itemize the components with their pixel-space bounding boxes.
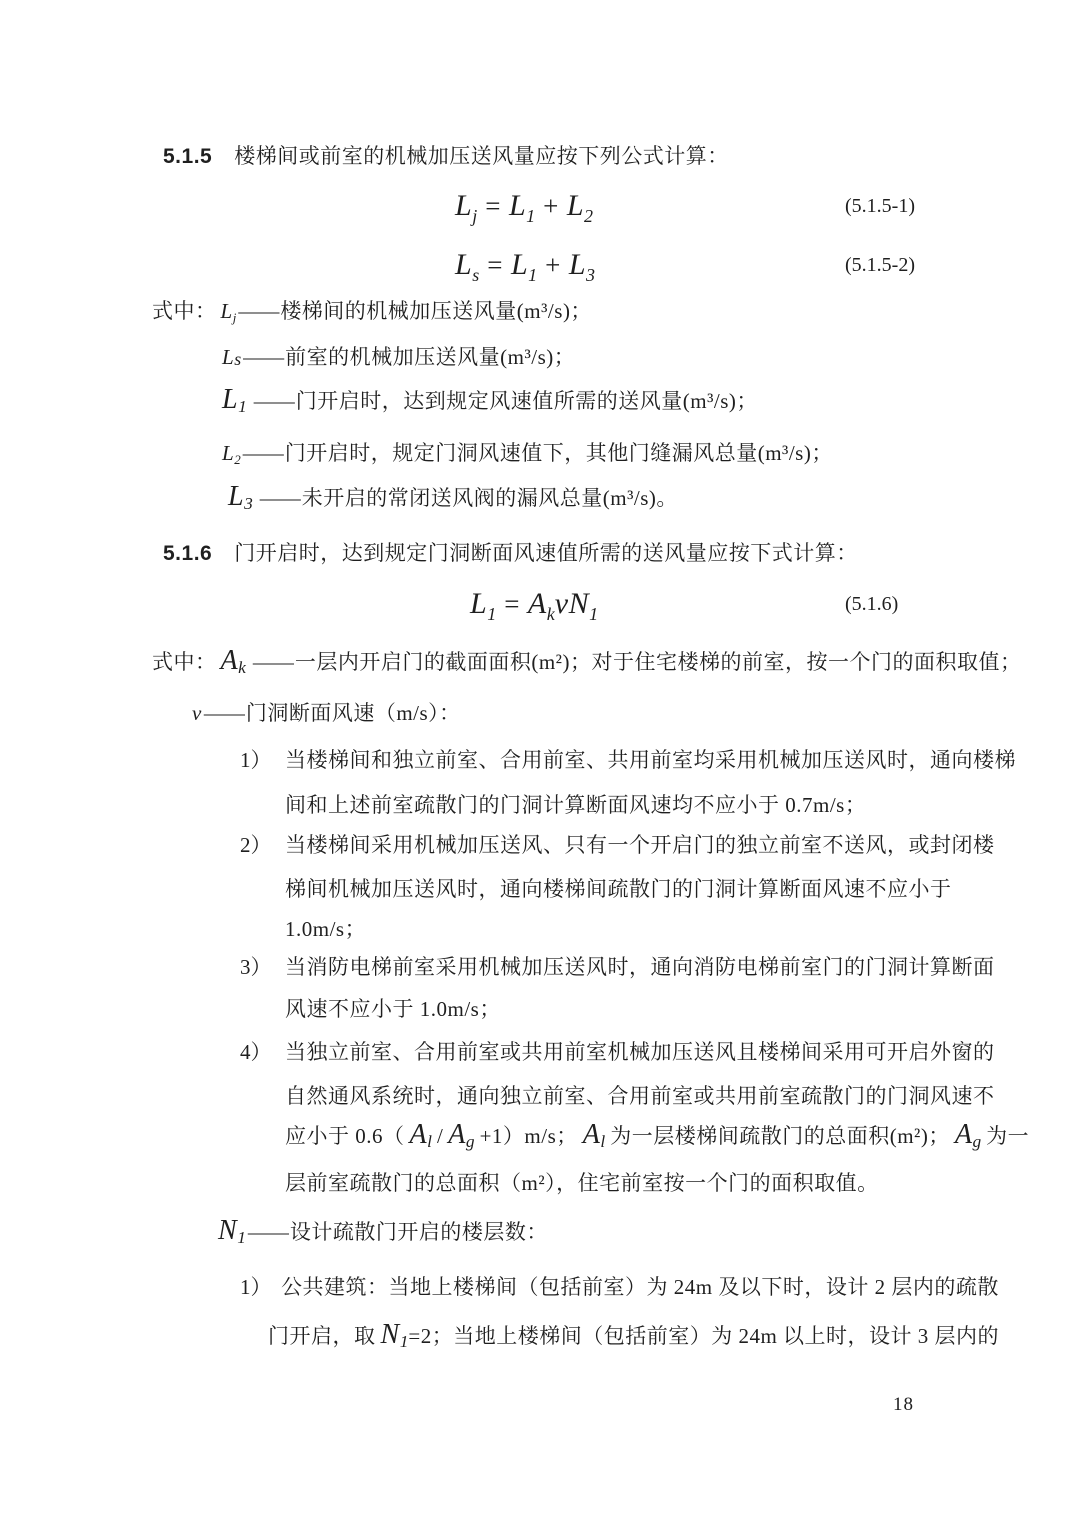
list-item-n1-1-line-1 bbox=[240, 1272, 999, 1302]
item-number: 3） bbox=[240, 955, 272, 979]
item-text: 1.0m/s； bbox=[285, 917, 367, 941]
definition-v bbox=[192, 698, 461, 728]
formula-body bbox=[455, 186, 593, 226]
item-text: 层前室疏散门的总面积（m²），住宅前室按一个门的面积取值。 bbox=[285, 1171, 879, 1195]
section-5-1-6-heading bbox=[163, 538, 858, 569]
item-text: =2；当地上楼梯间（包括前室）为 24m 以上时，设计 3 层内的 bbox=[408, 1324, 1000, 1348]
item-text: 应小于 0.6（ bbox=[285, 1124, 405, 1148]
equals-sign: = bbox=[504, 589, 520, 619]
list-item-v-3-line-2 bbox=[285, 994, 501, 1024]
equation-number: (5.1.5-1) bbox=[845, 195, 915, 217]
math-symbol: $L_s$ bbox=[222, 345, 242, 369]
slash: / bbox=[436, 1124, 444, 1148]
list-item-v-1-line-1 bbox=[240, 745, 1016, 775]
definition-n1 bbox=[218, 1216, 548, 1247]
item-text: +1）m/s； bbox=[479, 1124, 578, 1148]
math-symbol: $L_s$ bbox=[455, 248, 480, 285]
definition-text: 门开启时，规定门洞风速值下，其他门缝漏风总量(m³/s)； bbox=[284, 441, 833, 465]
math-symbol: v bbox=[554, 587, 569, 620]
list-item-v-2-line-1 bbox=[240, 830, 995, 860]
page-number: 18 bbox=[893, 1394, 914, 1415]
item-text: 自然通风系统时，通向独立前室、合用前室或共用前室疏散门的门洞风速不 bbox=[285, 1084, 995, 1108]
definition-text: 一层内开启门的截面面积(m²)；对于住宅楼梯的前室，按一个门的面积取值； bbox=[294, 650, 1022, 674]
formula-5-1-5-1 bbox=[0, 186, 1080, 226]
dash: —— bbox=[253, 389, 294, 413]
item-text: 为一层楼梯间疏散门的总面积(m²)； bbox=[610, 1124, 950, 1148]
definition-l3 bbox=[228, 482, 678, 513]
item-text: 当楼梯间和独立前室、合用前室、共用前室均采用机械加压送风时，通向楼梯 bbox=[285, 748, 1016, 772]
formula-body bbox=[470, 584, 598, 624]
definition-ak bbox=[152, 646, 1021, 677]
definition-text: 未开启的常闭送风阀的漏风总量(m³/s)。 bbox=[301, 486, 678, 510]
item-number: 1） bbox=[240, 1275, 272, 1299]
equals-sign: = bbox=[487, 250, 503, 280]
definition-lj bbox=[152, 296, 592, 326]
dash: —— bbox=[247, 1220, 288, 1244]
plus-sign: + bbox=[545, 250, 561, 280]
math-symbol: $A_g$ bbox=[954, 1119, 982, 1151]
math-symbol: $A_k$ bbox=[220, 645, 246, 677]
definition-text: 设计疏散门开启的楼层数： bbox=[289, 1220, 548, 1244]
equation-number: (5.1.6) bbox=[845, 593, 899, 615]
math-symbol: $L_3$ bbox=[228, 481, 253, 513]
section-number: 5.1.6 bbox=[163, 542, 213, 565]
item-text: 公共建筑：当地上楼梯间（包括前室）为 24m 及以下时，设计 2 层内的疏散 bbox=[281, 1275, 999, 1299]
definition-text: 门洞断面风速（m/s）： bbox=[245, 701, 461, 725]
list-item-v-4-line-1 bbox=[240, 1037, 995, 1067]
math-symbol: $N_1$ bbox=[380, 1319, 409, 1351]
math-symbol: $L_j$ bbox=[455, 189, 478, 226]
formula-body bbox=[455, 245, 595, 285]
math-symbol: $L_1$ bbox=[510, 248, 538, 285]
math-symbol: $N_1$ bbox=[218, 1215, 246, 1247]
definition-text: 门开启时，达到规定风速值所需的送风量(m³/s)； bbox=[295, 389, 758, 413]
math-symbol: $N_1$ bbox=[568, 587, 599, 624]
list-item-v-1-line-2 bbox=[285, 790, 866, 820]
where-label: 式中： bbox=[152, 299, 217, 323]
definition-l2 bbox=[222, 438, 833, 468]
item-number: 4） bbox=[240, 1040, 272, 1064]
math-symbol: $L_2$ bbox=[566, 189, 594, 226]
formula-5-1-5-2 bbox=[0, 245, 1080, 285]
math-symbol: $L_2$ bbox=[222, 441, 241, 467]
item-text: 当楼梯间采用机械加压送风、只有一个开启门的独立前室不送风，或封闭楼 bbox=[285, 833, 995, 857]
list-item-v-4-line-2 bbox=[285, 1081, 995, 1111]
definition-l1 bbox=[222, 385, 758, 416]
list-item-v-4-line-3 bbox=[285, 1120, 1029, 1151]
dash: —— bbox=[242, 441, 283, 465]
item-text: 梯间机械加压送风时，通向楼梯间疏散门的门洞计算断面风速不应小于 bbox=[285, 877, 952, 901]
dash: —— bbox=[238, 299, 279, 323]
math-symbol: $L_3$ bbox=[568, 248, 596, 285]
section-title: 门开启时，达到规定门洞断面风速值所需的送风量应按下式计算： bbox=[234, 541, 858, 565]
item-text: 当独立前室、合用前室或共用前室机械加压送风且楼梯间采用可开启外窗的 bbox=[285, 1040, 995, 1064]
math-symbol: $A_g$ bbox=[448, 1119, 475, 1151]
definition-ls bbox=[222, 342, 575, 372]
dash: —— bbox=[252, 650, 293, 674]
item-text: 为一 bbox=[986, 1124, 1030, 1148]
plus-sign: + bbox=[543, 191, 559, 221]
list-item-n1-1-line-2 bbox=[268, 1320, 999, 1351]
definition-text: 楼梯间的机械加压送风量(m³/s)； bbox=[280, 299, 592, 323]
math-symbol: $L_1$ bbox=[222, 384, 247, 416]
item-number: 2） bbox=[240, 833, 272, 857]
equation-number: (5.1.5-2) bbox=[845, 254, 915, 276]
list-item-v-3-line-1 bbox=[240, 952, 995, 982]
math-symbol: $L_j$ bbox=[220, 299, 237, 325]
math-symbol: $A_l$ bbox=[582, 1119, 606, 1151]
list-item-v-2-line-3 bbox=[285, 914, 366, 944]
section-title: 楼梯间或前室的机械加压送风量应按下列公式计算： bbox=[234, 144, 729, 168]
item-text: 间和上述前室疏散门的门洞计算断面风速均不应小于 0.7m/s； bbox=[285, 793, 867, 817]
math-symbol: $L_1$ bbox=[470, 587, 497, 624]
formula-5-1-6 bbox=[0, 584, 1080, 624]
math-symbol: $L_1$ bbox=[508, 189, 536, 226]
dash: —— bbox=[243, 345, 284, 369]
where-label: 式中： bbox=[152, 650, 217, 674]
item-text: 风速不应小于 1.0m/s； bbox=[285, 997, 501, 1021]
dash: —— bbox=[203, 701, 244, 725]
math-symbol: $A_k$ bbox=[527, 587, 555, 624]
item-number: 1） bbox=[240, 748, 272, 772]
list-item-v-2-line-2 bbox=[285, 874, 952, 904]
section-number: 5.1.5 bbox=[163, 145, 213, 168]
list-item-v-4-line-4 bbox=[285, 1168, 879, 1198]
math-symbol: $A_l$ bbox=[409, 1119, 432, 1151]
definition-text: 前室的机械加压送风量(m³/s)； bbox=[285, 345, 576, 369]
section-5-1-5-heading bbox=[163, 141, 729, 172]
dash: —— bbox=[259, 486, 300, 510]
equals-sign: = bbox=[485, 191, 501, 221]
math-symbol: v bbox=[192, 701, 202, 725]
item-text: 门开启，取 bbox=[268, 1324, 376, 1348]
item-text: 当消防电梯前室采用机械加压送风时，通向消防电梯前室门的门洞计算断面 bbox=[285, 955, 995, 979]
